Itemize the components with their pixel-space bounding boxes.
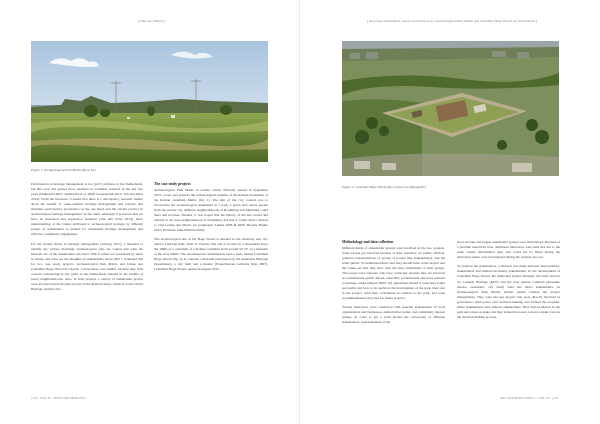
- left-column-1: [31, 182, 143, 296]
- section-heading: The case study projects: [154, 182, 191, 186]
- paragraph: Different kinds of stakeholder groups were involved in the two projects. Some people got involved because of their expertise. As public officials, (cultural representatives of groups of people like stakeholders), and the wider public. To understand their roles they should learn in the project and the values are that they have with the sites, individuals or their groups. The people were relevant, who were contacted, because they are involved in constitutional public debate, especially professionals and need relevant to heritage values (Mason 2002: 16). Questions related to what they found successful and how to be useful in the development of the park, their role in the project, what they contributed in relation to the park, and what recommendations they had for future projects.: [342, 245, 445, 300]
- right-page: [300, 0, 600, 424]
- figure-1-photo: [31, 41, 268, 162]
- paragraph: most obvious and largest stakeholder groups were interviewed. Because of a possible selectivity bias, additional interviews were held that led to the same results. Information gaps that could not be filled during the interviews phase were investigated during the analysis process.: [457, 240, 560, 260]
- paragraph: To position the stakeholders, a division was made between direct/primary stakeholders and indirect/secondary stakeholders. In the development of Castellum Hoge Woerd, the municipal project manager, the State Service for Cultural Heritage (RCE) and the four partner coalition (museum, theatre, restaurant, city farm) were the direct stakeholders. In Archaeological Park Matilo similar parties formed the project management. They were the key players that were directly involved in governance, held power over decision-making, and formed the program. Other stakeholders were indirect stakeholders. They had an interest in the park and values at stake, but they lacked the power to have a main voice in the decision-making process.: [457, 264, 560, 319]
- right-column-2: [457, 240, 560, 324]
- paragraph: Participation in heritage management is not (yet?) common in the Netherlands, but this topic has gained more attention in academic research in the last few years (Duineveld 2007, Duineveld et al. 2008, Groenendijk 2013, Van den Dries 2014). From the literature, it seems that there is a discrepancy between studies about the benefit of value-oriented heritage management and policies that stimulate participatory governance on the one hand, and the current practice in archaeological heritage management on the other. Although it is known that we have an interested and supportive audience (Van den Dries 2014), more understanding of the values attributed to archaeological heritage by different groups of stakeholders is needed for sustainable heritage management and effective community engagement.: [31, 182, 143, 237]
- page-footer-right: 2017 ISSUE/SECTION 2 / VOL.31 / p.19: [500, 396, 558, 400]
- figure-2-caption: Figure 2: Castellum Hoge Woerd (Van Cronen Luchtfotografie): [342, 185, 426, 189]
- paragraph: For my master thesis in heritage management (Arnoag 2017), I intended to identify the various meanings archaeological sites are valued and what the interests are of the stakeholders involved. Which values are prioritised by those in charge and what are the thoughts of stakeholders about this? I evaluated this for two case study projects, Archaeological Park Matilo and Limes and Castellum Hoge Woerd in Utrecht. I chose these case studies, because they both concern archaeological site parks in the Netherlands situated in the middle of (new) neighbourhoods. Also, in both projects a variety of stakeholder groups were involved and both sites are part of the Roman Limes, which is on the World Heritage tentative list.: [31, 241, 143, 292]
- paragraph: Archaeological Park Matilo in Leiden, which officially opened in September 2013, covers and protects the archaeological remains of the Roman monument of the Roman castellum Matilo (fig. 1). The aim of the city council was to incorporate the archaeological monument in a park, a green area where people from the nearby city different neighbourhoods of Roomburg and Meerburg could meet and recreate. Besides, it was hoped that the history of the site would add identity to the new neighbourhood of Roomburg and that it would attract tourists to visit Leiden and Matilo too (Gemeente Leiden 2008 & 2009; Hoeans Bruinn 2012; Provincie Zuid-Holland 2010).: [154, 187, 268, 232]
- running-head-left: [Other Art History]: [138, 19, 165, 23]
- left-column-2: [154, 182, 268, 277]
- right-column-1: [342, 240, 445, 330]
- page-footer-left: p.16 / VOL.31 / ISSUE/SECTION 2017: [31, 396, 86, 400]
- section-heading: Methodology and data collection: [342, 240, 394, 244]
- paragraph: The archaeological site of De Hoge Woerd is situated in the relatively new city district Leidsche Rijn, West of Utrecht. The site is located as a monument since the 1990s of a castellum of a Roman castellum from around 50 CE on a meander of the river Rhine. The reconstructed castellum has been a park, named Castellum Hoge Woerd (fig. 2). It contains a museum (developed by the municipal Heritage Department), a city farm and a theatre (Projectbureau Leidsche Rijn 2007). Castellum Hoge Woerd opened in August 2015.: [154, 237, 268, 272]
- figure-1-caption: Figure 1: Archaeological Park Matilo (Bann M.): [31, 168, 96, 172]
- running-head-right: [ Assessing stakeholders' values and interests for Archaeological Park Matilo and Castellum Hoge Woerd, the Netherlands ]: [366, 19, 538, 23]
- figure-2-photo: [342, 41, 559, 176]
- paragraph: Twenty interviews were conducted with selected stakeholders of local organisations and businesses, authoritative bodies, and community interest groups. In order to get a solid picture the viewpoints of different stakeholders, representatives of the: [342, 305, 445, 325]
